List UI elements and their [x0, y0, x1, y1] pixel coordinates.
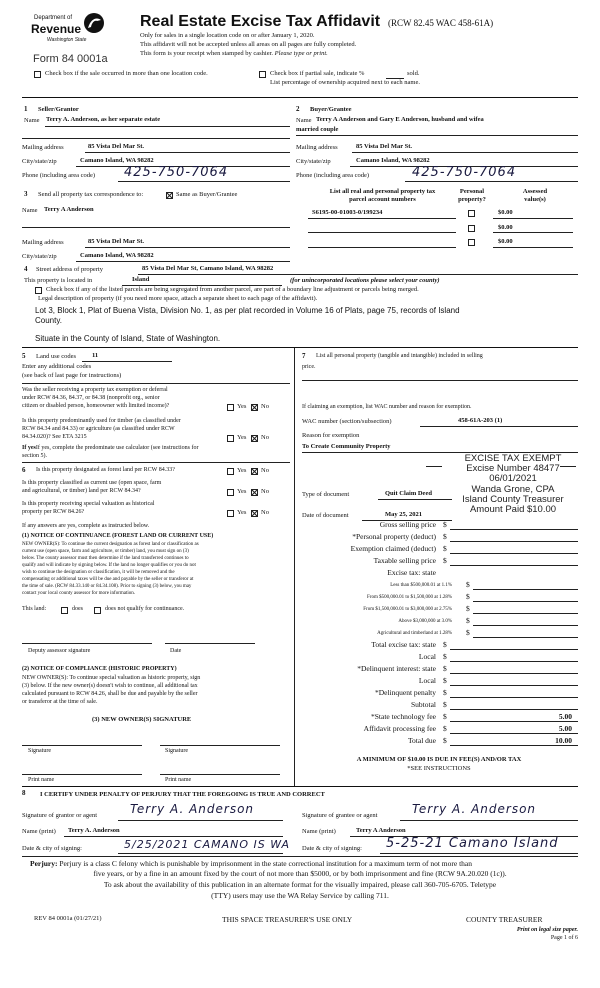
gross-dollar: $ — [443, 520, 447, 529]
continuance-title: (1) NOTICE OF CONTINUANCE (FOREST LAND OR CURRENT USE) — [22, 533, 214, 539]
s6-q3-yes-checkbox[interactable] — [227, 510, 234, 517]
partial-sale-label-b: sold. — [407, 70, 420, 77]
stamp-line-6: Amount Paid $10.00 — [469, 504, 557, 516]
grantee-date-label: Date & city of signing: — [302, 845, 362, 852]
cont-body-3: below. The county assessor must then determine if the land transferred continues to — [22, 556, 189, 561]
form-number: Form 84 0001a — [33, 53, 108, 65]
rev-number: REV 84 0001a (01/27/21) — [34, 915, 102, 922]
multi-location-label: Check box if the sale occurred in more than one location code. — [45, 70, 208, 77]
tier1-dollar: $ — [466, 580, 470, 589]
page-number: Page 1 of 6 — [550, 935, 578, 941]
subtotal-label: Subtotal — [410, 700, 436, 709]
parcel-header-1b: parcel account numbers — [349, 196, 416, 203]
tier2-dollar: $ — [466, 592, 470, 601]
q2-no-label: No — [261, 434, 269, 441]
exemption-dollar: $ — [443, 544, 447, 553]
s6-q2-line2: and agricultural, or timber) land per RCW 84.34? — [22, 488, 141, 494]
see-back-note: (see back of last page for instructions) — [22, 372, 122, 379]
cont-body-8: contact your local county assessor for more information. — [22, 591, 136, 596]
revenue-logo-icon — [83, 12, 105, 39]
exemption-deduct-label: Exemption claimed (deduct) — [350, 544, 436, 553]
buyer-heading: Buyer/Grantee — [310, 106, 352, 113]
grantee-date-city: 5-25-21 Camano Island — [386, 836, 559, 851]
total-state-dollar: $ — [443, 640, 447, 649]
section6-num: 6 — [22, 466, 26, 474]
total-due-label: Total due — [407, 736, 436, 745]
exemption-claim-note: If claiming an exemption, list WAC number and reason for exemption. — [302, 404, 472, 410]
grantee-sig-label: Signature of grantee or agent — [302, 812, 378, 819]
s6-q3-line2: property per RCW 84.26? — [22, 509, 85, 515]
cont-body-1: NEW OWNER(S): To continue the current designation as forest land or classification as — [22, 542, 199, 547]
personal-property-checkbox-1[interactable] — [468, 210, 475, 217]
county-treasurer: COUNTY TREASURER — [466, 915, 543, 924]
compliance-title: (2) NOTICE OF COMPLIANCE (HISTORIC PROPERTY) — [22, 666, 177, 672]
buyer-num: 2 — [296, 105, 300, 113]
s6-q3-yes-label: Yes — [237, 509, 247, 516]
buyer-mailing-value: 85 Vista Del Mar St. — [356, 143, 413, 150]
certify-heading: I CERTIFY UNDER PENALTY OF PERJURY THAT THE FOREGOING IS TRUE AND CORRECT — [40, 791, 325, 798]
buyer-city-value: Camano Island, WA 98282 — [356, 157, 430, 164]
corr-city-label: City/state/zip — [22, 253, 57, 260]
owner-print-label-1: Print name — [28, 777, 55, 783]
doc-date-value: May 25, 2021 — [385, 511, 423, 518]
located-note: (for unincorporated locations please select your county) — [290, 277, 440, 284]
parcel-header-3b: value(s) — [524, 196, 546, 203]
corr-mailing-value: 85 Vista Del Mar St. — [88, 238, 145, 245]
doc-type-value: Quit Claim Deed — [385, 490, 432, 497]
seller-phone-label: Phone (including area code) — [22, 172, 96, 179]
partial-sale-checkbox[interactable] — [259, 71, 266, 78]
personal-dollar: $ — [443, 532, 447, 541]
corr-label-b: Same as Buyer/Grantee — [176, 191, 238, 198]
cont-body-2: current use (open space, farm and agriculture, or timber) land, you must sign on (3) — [22, 549, 189, 554]
s7-label-2: price. — [302, 364, 316, 370]
q2-line3: 84.34.020)? See ETA 3215 — [22, 434, 87, 440]
parcel-row-1: S6195-00-01003-0/199234 — [312, 209, 383, 216]
see-instructions-note: *SEE INSTRUCTIONS — [407, 765, 471, 772]
s6-q3-line1: Is this property receiving special valuation as historical — [22, 501, 155, 507]
treasurer-space: THIS SPACE TREASURER'S USE ONLY — [222, 915, 353, 924]
print-legal-note: Print on legal size paper. — [516, 927, 578, 933]
delinquent-state-label: *Delinquent interest: state — [357, 664, 436, 673]
excise-state-label: Excise tax: state — [387, 568, 436, 577]
corr-num: 3 — [24, 190, 28, 198]
buyer-mailing-label: Mailing address — [296, 144, 338, 151]
header-note-2: This affidavit will not be accepted unless all areas on all pages are fully completed. — [140, 41, 357, 48]
assessed-value-1: $0.00 — [498, 209, 513, 216]
seller-phone-value: 425-750-7064 — [124, 165, 229, 180]
buyer-phone-value: 425-750-7064 — [412, 165, 517, 180]
segregated-checkbox[interactable] — [35, 287, 42, 294]
grantee-name-print: Terry A Anderson — [356, 827, 406, 834]
header-note-3b: Please type or print. — [274, 50, 328, 57]
comp-body-4: or transferor at the time of sale. — [22, 699, 98, 705]
penalty-dollar: $ — [443, 688, 447, 697]
form-title: Real Estate Excise Tax Affidavit — [140, 13, 381, 30]
buyer-name-value-2: married couple — [296, 126, 339, 133]
stamp-line-3: 06/01/2021 — [489, 473, 537, 485]
cont-body-7: the time of sale. (RCW 84.33.140 or 84.34.108). Prior to signing (3) below, you may — [22, 584, 192, 589]
s6-q3-no-label: No — [261, 509, 269, 516]
assessed-value-2: $0.00 — [498, 224, 513, 231]
q1-line3: citizen or disabled person, homeowner with limited income)? — [22, 403, 170, 409]
located-value: Island — [132, 276, 150, 283]
buyer-name-value: Terry A Anderson and Gary E Anderson, husband and wifea — [316, 116, 484, 123]
seller-mailing-label: Mailing address — [22, 144, 64, 151]
subtotal-dollar: $ — [443, 700, 447, 709]
does-qualify-checkbox[interactable] — [61, 607, 68, 614]
land-use-num: 5 — [22, 352, 26, 360]
s6-q3-no-checkbox[interactable] — [251, 510, 258, 517]
doc-type-label: Type of document — [302, 491, 350, 498]
grantor-signature: Terry A. Anderson — [130, 802, 255, 816]
seller-name-label: Name — [24, 117, 40, 124]
q1-no-checkbox[interactable] — [251, 404, 258, 411]
if-yes-line2: section 5). — [22, 453, 47, 459]
q2-no-checkbox[interactable] — [251, 435, 258, 442]
grantee-name-label: Name (print) — [302, 828, 336, 835]
personal-property-checkbox-2[interactable] — [468, 225, 475, 232]
legal-line-2: County. — [35, 316, 62, 325]
perjury-line-4: (TTY) users may use the WA Relay Service by calling 711. — [211, 891, 389, 900]
q2-line1: Is this property predominantly used for timber (as classified under — [22, 418, 181, 424]
if-yes-line1: If yes, complete the predominate use calculator (see instructions for — [35, 445, 199, 451]
corr-name-value: Terry A Anderson — [44, 206, 94, 213]
does-label: does — [72, 606, 83, 612]
additional-codes-label: Enter any additional codes — [22, 363, 92, 370]
minimum-note: A MINIMUM OF $10.00 IS DUE IN FEE(S) AND/OR TAX — [356, 756, 522, 763]
state-tech-dollar: $ — [443, 712, 447, 721]
seller-city-value: Camano Island, WA 98282 — [80, 157, 154, 164]
land-use-label: Land use codes — [36, 353, 77, 360]
if-any-note: If any answers are yes, complete as instructed below. — [22, 523, 150, 529]
certify-num: 8 — [22, 789, 26, 797]
corr-mailing-label: Mailing address — [22, 239, 64, 246]
s6-q2-yes-checkbox[interactable] — [227, 489, 234, 496]
grantor-name-print: Terry A. Anderson — [68, 827, 120, 834]
dept-line3: Washington State — [47, 37, 87, 43]
stamp-line-2: Excise Number 48477 — [466, 463, 560, 475]
cont-body-4: qualify and will indicate by signing below. If the land no longer qualifies or you do not — [22, 563, 196, 568]
wac-value: 458-61A-203 (1) — [458, 417, 503, 424]
seller-name-value: Terry A. Anderson, as her separate estate — [46, 116, 161, 123]
perjury-line-2: five years, or by a fine in an amount fixed by the court of not more than $5000, or by both imprisonment and fine (RCW 9A.20.020 (1c)). — [93, 869, 507, 878]
affidavit-fee-value: 5.00 — [558, 724, 572, 733]
grantee-signature: Terry A. Anderson — [412, 802, 537, 816]
does-not-label: does not qualify for continuance. — [105, 606, 185, 612]
street-label: Street address of property — [36, 266, 103, 273]
local2-dollar: $ — [443, 676, 447, 685]
delinquent-state-dollar: $ — [443, 664, 447, 673]
buyer-city-label: City/state/zip — [296, 158, 331, 165]
corr-city-value: Camano Island, WA 98282 — [80, 252, 154, 259]
dept-logo-text: Revenue — [31, 22, 82, 36]
buyer-phone-label: Phone (including area code) — [296, 172, 370, 179]
seller-city-label: City/state/zip — [22, 158, 57, 165]
corr-label-a: Send all property tax correspondence to: — [38, 191, 144, 198]
local-dollar: $ — [443, 652, 447, 661]
deputy-sig-label: Deputy assessor signature — [28, 648, 91, 654]
treasurer-stamp — [448, 454, 578, 515]
seller-heading: Seller/Grantor — [38, 106, 79, 113]
cont-body-6: compensating or additional taxes will be due and payable by the seller or transferor at — [22, 577, 194, 582]
comp-body-2: (3) below. If the new owner(s) doesn't wish to continue, all additional tax — [22, 683, 198, 689]
owner-sig-label-2: Signature — [165, 748, 188, 754]
s6-q2-line1: Is this property classified as current use (open space, farm — [22, 480, 162, 486]
property-num: 4 — [24, 265, 28, 273]
legal-label: Legal description of property (if you need more space, attach a separate sheet to each page of the affidavit). — [38, 295, 318, 302]
total-due-value: 10.00 — [555, 736, 572, 745]
taxable-label: Taxable selling price — [373, 556, 436, 565]
gross-label: Gross selling price — [379, 520, 436, 529]
q1-line1: Was the seller receiving a property tax exemption or deferral — [22, 387, 168, 393]
affidavit-fee-label: Affidavit processing fee — [363, 724, 436, 733]
comp-body-3: calculated pursuant to RCW 84.26, shall be due and payable by the seller — [22, 691, 198, 697]
legal-line-3: Situate in the County of Island, State of Washington. — [35, 334, 221, 343]
does-not-qualify-checkbox[interactable] — [94, 607, 101, 614]
s6-q1-yes-checkbox[interactable] — [227, 468, 234, 475]
s6-q1: Is this property designated as forest land per RCW 84.33? — [36, 467, 175, 473]
section7-num: 7 — [302, 352, 306, 360]
multi-location-checkbox[interactable] — [34, 71, 41, 78]
grantor-date-city: 5/25/2021 CAMANO IS WA — [124, 838, 291, 851]
partial-list-note: List percentage of ownership acquired next to each name. — [270, 79, 420, 86]
seller-mailing-value: 85 Vista Del Mar St. — [88, 143, 145, 150]
s6-q2-no-label: No — [261, 488, 269, 495]
perjury-label: Perjury: — [30, 859, 58, 868]
q2-yes-label: Yes — [237, 434, 247, 441]
seller-num: 1 — [24, 105, 28, 113]
buyer-name-label: Name — [296, 117, 312, 124]
tier4-dollar: $ — [466, 616, 470, 625]
stamp-line-5: Island County Treasurer — [462, 493, 564, 505]
parcel-header-1: List all real and personal property tax — [329, 188, 436, 195]
parcel-header-2b: property? — [458, 196, 486, 203]
located-label: This property is located in — [24, 277, 93, 284]
tier5-dollar: $ — [466, 628, 470, 637]
tier3-label: From $1,500,000.01 to $3,000,000 at 2.75% — [363, 607, 452, 612]
state-tech-fee-value: 5.00 — [558, 712, 572, 721]
delinquent-penalty-label: *Delinquent penalty — [374, 688, 436, 697]
header-note-1: Only for sales in a single location code on or after January 1, 2020. — [140, 32, 315, 39]
tier1-label: Less than $500,000.01 at 1.1% — [390, 583, 452, 588]
if-yes-label-bold: If yes — [22, 445, 36, 451]
cont-body-5: wish to continue the designation or classification, it will be removed and the — [22, 570, 175, 575]
tier5-label: Agricultural and timberland at 1.28% — [377, 631, 452, 636]
affidavit-fee-dollar: $ — [443, 724, 447, 733]
segregated-label: Check box if any of the listed parcels are being segregated from another parcel, are part of a boundary line adjustment or parcels being merged. — [46, 286, 419, 293]
q1-no-label: No — [261, 403, 269, 410]
total-state-label: Total excise tax: state — [371, 640, 436, 649]
local2-label: Local — [418, 676, 436, 685]
reason-label: Reason for exemption — [302, 432, 360, 439]
wac-label: WAC number (section/subsection) — [302, 418, 392, 425]
header-note-3: This form is your receipt when stamped by cashier. — [140, 50, 274, 57]
q1-yes-checkbox[interactable] — [227, 404, 234, 411]
tier3-dollar: $ — [466, 604, 470, 613]
total-due-dollar: $ — [443, 736, 447, 745]
q2-line2: RCW 84.34 and 84.33) or agriculture (as classified under RCW — [22, 426, 175, 432]
owner-print-label-2: Print name — [165, 777, 192, 783]
personal-deduct-label: *Personal property (deduct) — [352, 532, 436, 541]
perjury-line-1: Perjury is a class C felony which is punishable by imprisonment in the state correctional institution for a maximum term of not more than — [59, 859, 472, 868]
corr-name-label: Name — [22, 207, 38, 214]
stamp-line-4: Wanda Grone, CPA — [471, 483, 555, 495]
same-as-buyer-checkbox[interactable] — [166, 192, 173, 199]
this-land-label: This land: — [22, 606, 47, 612]
owner-sig-label-1: Signature — [28, 748, 51, 754]
q2-yes-checkbox[interactable] — [227, 435, 234, 442]
dept-line1: Department of — [34, 15, 73, 21]
title-ref: (RCW 82.45 WAC 458-61A) — [388, 18, 494, 28]
comp-body-1: NEW OWNER(S): To continue special valuation as historic property, sign — [22, 675, 201, 681]
street-value: 85 Vista Del Mar St, Camano Island, WA 98282 — [142, 265, 274, 272]
reason-value: To Create Community Property — [302, 443, 391, 450]
parcel-header-2: Personal — [459, 188, 485, 195]
land-use-code: 11 — [92, 352, 99, 359]
legal-line-1: Lot 3, Block 1, Plat of Buena Vista, Division No. 1, as per plat recorded in Volume 16 of Plats, page 75, records of Island — [35, 306, 460, 315]
grantor-name-label: Name (print) — [22, 828, 56, 835]
q1-yes-label: Yes — [237, 403, 247, 410]
perjury-line-3: To ask about the availability of this publication in an alternate format for the visually impaired, please call 360-705-6705. Teletype — [103, 880, 497, 889]
s6-q2-no-checkbox[interactable] — [251, 489, 258, 496]
doc-date-label: Date of document — [302, 512, 349, 519]
local-label: Local — [418, 652, 436, 661]
tier2-label: From $500,000.01 to $1,500,000 at 1.28% — [367, 595, 452, 600]
grantor-date-label: Date & city of signing: — [22, 845, 82, 852]
personal-property-checkbox-3[interactable] — [468, 239, 475, 246]
q1-line2: under RCW 84.36, 84.37, or 84.38 (nonprofit org., senior — [22, 395, 160, 401]
new-owner-sig-title: (3) NEW OWNER(S) SIGNATURE — [92, 716, 192, 723]
s7-label-1: List all personal property (tangible and intangible) included in selling — [316, 353, 483, 359]
partial-sale-label: Check box if partial sale, indicate % — [270, 70, 365, 77]
s6-q1-yes-label: Yes — [237, 467, 247, 474]
grantor-sig-label: Signature of grantor or agent — [22, 812, 98, 819]
s6-q2-yes-label: Yes — [237, 488, 247, 495]
tier4-label: Above $3,000,000 at 3.0% — [398, 619, 452, 624]
stamp-line-1: EXCISE TAX EXEMPT — [464, 453, 562, 464]
s6-q1-no-checkbox[interactable] — [251, 468, 258, 475]
taxable-dollar: $ — [443, 556, 447, 565]
parcel-header-3: Assessed — [522, 188, 548, 195]
state-tech-fee-label: *State technology fee — [371, 712, 436, 721]
s6-q1-no-label: No — [261, 467, 269, 474]
deputy-date-label: Date — [170, 648, 182, 654]
assessed-value-3: $0.00 — [498, 238, 513, 245]
